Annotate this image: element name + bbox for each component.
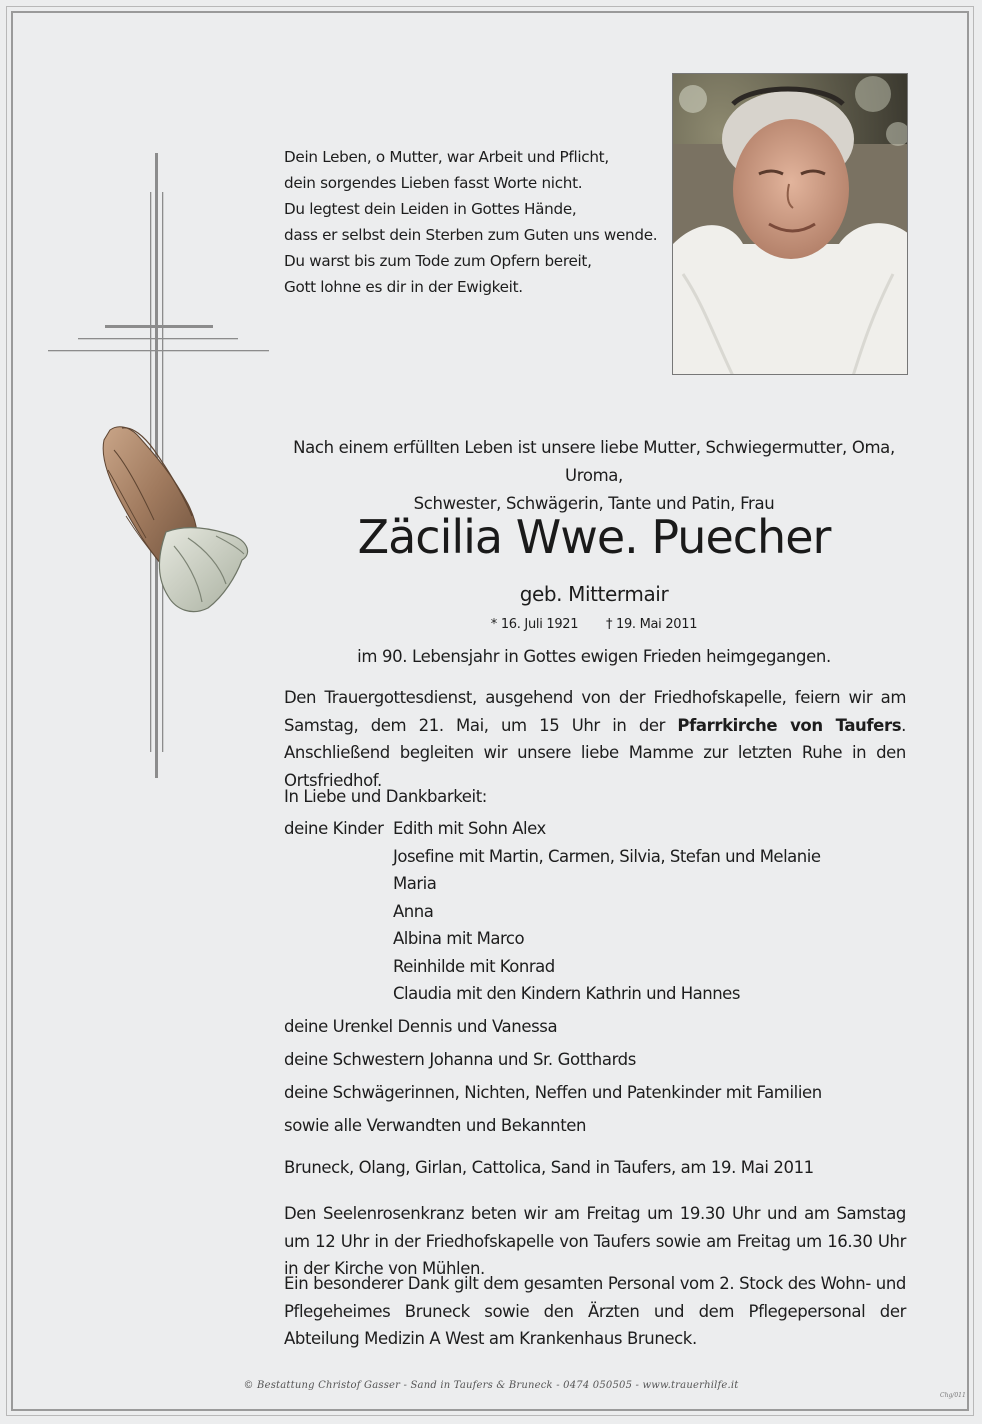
kid-line: Edith mit Sohn Alex <box>393 819 546 838</box>
kid-line: Josefine mit Martin, Carmen, Silvia, Stefan und Melanie <box>393 847 821 866</box>
poem-line: Gott lohne es dir in der Ewigkeit. <box>284 278 523 296</box>
birth-date: 16. Juli 1921 <box>500 617 579 632</box>
poem-line: Dein Leben, o Mutter, war Arbeit und Pflicht, <box>284 148 609 166</box>
death-symbol: † <box>605 617 613 632</box>
age-text: im 90. Lebensjahr in Gottes ewigen Frieden heimgegangen. <box>357 647 831 666</box>
relatives-line: deine Urenkel Dennis und Vanessa <box>284 1017 558 1036</box>
portrait-photo <box>672 73 908 375</box>
intro-line: Schwester, Schwägerin, Tante und Patin, Frau <box>413 494 775 513</box>
poem-line: dein sorgendes Lieben fasst Worte nicht. <box>284 174 583 192</box>
poem-line: Du legtest dein Leiden in Gottes Hände, <box>284 200 577 218</box>
place-date: Bruneck, Olang, Girlan, Cattolica, Sand in Taufers, am 19. Mai 2011 <box>284 1158 814 1177</box>
service-paragraph <box>284 684 906 794</box>
intro-line: Nach einem erfüllten Leben ist unsere liebe Mutter, Schwiegermutter, Oma, Uroma, <box>293 438 895 485</box>
kid-line: Claudia mit den Kindern Kathrin und Hannes <box>393 984 740 1003</box>
kids-label: deine Kinder <box>284 819 384 838</box>
poem-line: dass er selbst dein Sterben zum Guten uns wende. <box>284 226 658 244</box>
relatives-line: deine Schwestern Johanna und Sr. Gotthards <box>284 1050 636 1069</box>
deceased-name: Zäcilia Wwe. Puecher <box>357 510 831 564</box>
rosary-paragraph: Den Seelenrosenkranz beten wir am Freitag um 19.30 Uhr und am Samstag um 12 Uhr in der Friedhofskapelle von Taufers sowie am Freitag um 16.30 Uhr in der Kirche von Mühlen. <box>284 1204 906 1278</box>
poem <box>284 144 657 300</box>
relatives-line: deine Schwägerinnen, Nichten, Neffen und Patenkinder mit Familien <box>284 1083 822 1102</box>
relatives-line: sowie alle Verwandten und Bekannten <box>284 1116 587 1135</box>
birth-symbol: * <box>490 617 497 632</box>
life-dates <box>280 614 908 636</box>
thanks-heading: In Liebe und Dankbarkeit: <box>284 787 487 806</box>
special-thanks-paragraph: Ein besonderer Dank gilt dem gesamten Personal vom 2. Stock des Wohn- und Pflegeheimes Bruneck sowie den Ärzten und dem Pflegepersonal der Abteilung Medizin A West am Krankenhaus Bruneck. <box>284 1274 906 1348</box>
maiden-name: geb. Mittermair <box>519 582 669 606</box>
kid-line: Albina mit Marco <box>393 929 525 948</box>
church-name: Pfarrkirche von Taufers <box>677 715 902 735</box>
service-text-2: . Anschließend begleiten wir unsere liebe Mamme zur letzten Ruhe in den Ortsfriedhof. <box>284 715 906 790</box>
kid-line: Maria <box>393 874 437 893</box>
poem-line: Du warst bis zum Tode zum Opfern bereit, <box>284 252 592 270</box>
service-text-1: Den Trauergottesdienst, ausgehend von der Friedhofskapelle, feiern wir am Samstag, dem 21. Mai, um 15 Uhr in der <box>284 688 906 735</box>
death-date: 19. Mai 2011 <box>615 617 698 632</box>
kid-line: Anna <box>393 902 434 921</box>
footer-text: © Bestattung Christof Gasser - Sand in Taufers & Bruneck - 0474 050505 - www.trauerhilfe.it <box>243 1380 739 1391</box>
document-code: Chg/011 <box>940 1392 966 1399</box>
praying-hands-icon <box>96 420 252 616</box>
kid-line: Reinhilde mit Konrad <box>393 957 555 976</box>
